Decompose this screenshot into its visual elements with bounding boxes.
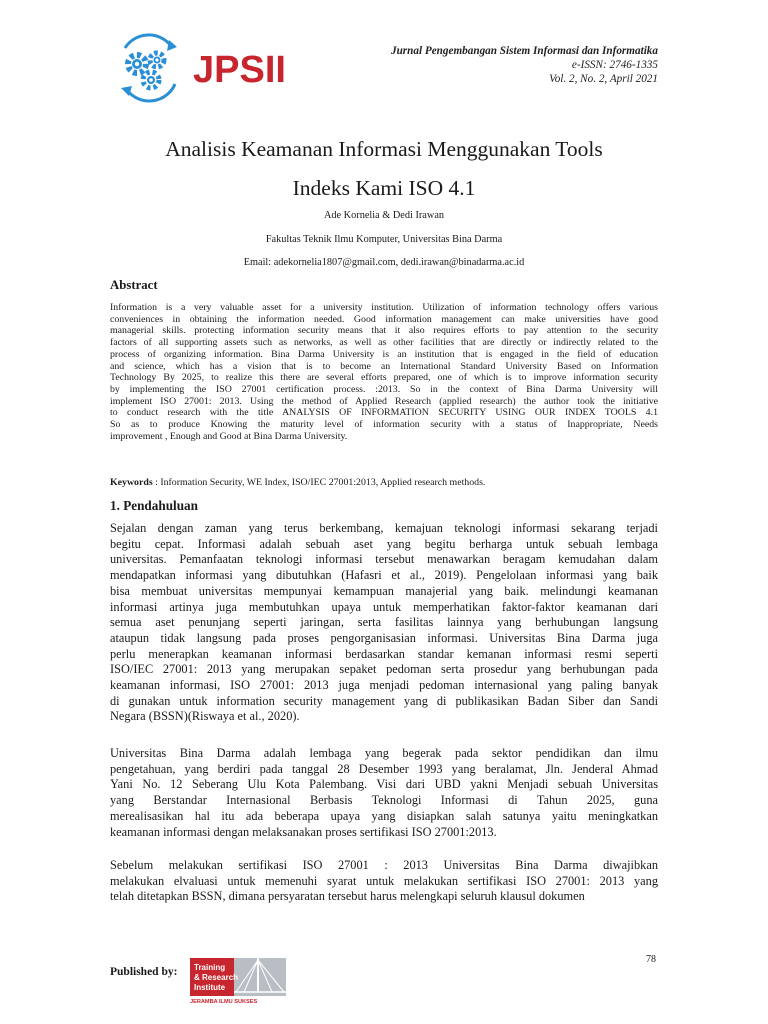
paragraph-line: merealisasikan hal itu ada beberapa upaya yang disiapkan salah satunya yaitu meningkatkan <box>110 808 658 823</box>
paragraph-line: begitu cepat. Informasi adalah sebuah aset yang begitu berharga untuk sebuah lembaga <box>110 536 658 551</box>
abstract-line: to conduct research with the title ANALYSIS OF INFORMATION SECURITY USING OUR INDEX TOOLS 4.1 <box>110 407 658 419</box>
paragraph-line: di gunakan untuk information security management yang di publikasikan Badan Siber dan Sandi <box>110 693 658 708</box>
paragraph-line: keamanan informasi dengan melaksanakan proses sertifikasi ISO 27001:2013. <box>110 824 497 839</box>
journal-info <box>391 44 658 86</box>
abstract-line: implement ISO 27001: 2013. Using the method of Applied Research (applied research) the author took the initiative <box>110 395 658 407</box>
abstract-line: conveniences in obtaining the information needed. Good information management can make universities have good <box>110 313 658 325</box>
paper-title <box>110 130 658 208</box>
paragraph-line: keamanan informasi, ISO 27001: 2013 juga menjadi pedoman internasional yang paling banyak <box>110 678 658 693</box>
paper-title-line-1: Analisis Keamanan Informasi Menggunakan Tools <box>165 137 603 161</box>
abstract-line: managerial skills. protecting information security means that it also requires efforts to pay attention to the security <box>110 325 658 337</box>
paragraph-line: pengetahuan, yang berdiri pada tanggal 28 Desember 1993 yang beralamat, Jln. Jenderal Ahmad <box>110 761 658 776</box>
paragraph-line: Negara (BSSN)(Riswaya et al., 2020). <box>110 709 300 724</box>
paper-affiliation: Fakultas Teknik Ilmu Komputer, Universitas Bina Darma <box>265 234 503 245</box>
publisher-name-3: Institute <box>194 983 226 992</box>
paragraph-line: informasi artinya juga membutuhkan upaya untuk memperhatikan faktor-faktor keamanan dari <box>110 599 658 614</box>
journal-logo <box>113 32 313 107</box>
paragraph-1 <box>110 521 658 725</box>
bridge-icon <box>234 958 286 996</box>
paper-email: Email: adekornelia1807@gmail.com, dedi.irawan@binadarma.ac.id <box>243 257 525 268</box>
paragraph-3 <box>110 858 658 905</box>
logo-wordmark: JPSII <box>193 49 286 91</box>
abstract-line: So as to produce Knowing the maturity level of information security with a status of Inappropriate, Needs <box>110 419 658 431</box>
section-heading: 1. Pendahuluan <box>110 498 198 513</box>
gears-icon <box>121 35 177 101</box>
paragraph-line: yang Berstandar Internasional Berbasis Teknologi Informasi di Tahun 2025, guna <box>110 793 658 808</box>
journal-volume: Vol. 2, No. 2, April 2021 <box>549 73 658 85</box>
paragraph-line: Yani No. 12 Seberang Ulu Kota Palembang. Visi dari UBD yakni Menjadi sebuah Universitas <box>110 777 658 792</box>
publisher-name-1: Training <box>194 963 226 972</box>
paragraph-line: melakukan elvaluasi untuk memenuhi syarat untuk melakukan sertifikasi ISO 27001: 2013 yang <box>110 873 658 888</box>
paragraph-line: ISO/IEC 27001: 2013 yang merupakan sepaket pedoman serta prosedur yang berhubungan pada <box>110 662 658 677</box>
page-number: 78 <box>646 954 656 965</box>
paragraph-line: ataupun tidak langsung pada proses pengorganisasian informasi. Universitas Bina Darma juga <box>110 630 658 645</box>
paragraph-line: perlu menerapkan keamanan informasi berdasarkan standar kemanan informasi resmi seperti <box>110 646 658 661</box>
publisher-name-2: & Research <box>194 973 239 982</box>
paper-authors: Ade Kornelia & Dedi Irawan <box>323 210 445 221</box>
paragraph-line: telah ditetapkan BSSN, dimana persyaratan tersebut harus melengkapi seluruh klausul dokumen <box>110 889 585 904</box>
paragraph-line: universitas. Pemanfaatan teknologi informasi tersebut menawarkan beragam kemudahan dalam <box>110 552 658 567</box>
paragraph-line: bisa membuat universitas mempunyai kemampuan manajerial yang baik. melindungi keamanan <box>110 583 658 598</box>
abstract-body <box>110 302 658 442</box>
paragraph-2 <box>110 746 658 840</box>
publisher-tagline: JERAMBA ILMU SUKSES <box>190 999 258 1004</box>
abstract-heading: Abstract <box>110 278 158 292</box>
paragraph-line: mendapatkan informasi yang dibutuhkan (Hafasri et al., 2019). Pengelolaan informasi yang baik <box>110 568 658 583</box>
abstract-line: improvement , Enough and Good at Bina Darma University. <box>110 430 348 442</box>
paragraph-line: semua aset penunjang seperti jaringan, serta fasilitas lainnya yang berhubungan langsung <box>110 615 658 630</box>
paper-title-line-2: Indeks Kami ISO 4.1 <box>292 176 476 200</box>
journal-issn: e-ISSN: 2746-1335 <box>571 59 658 71</box>
published-by-label: Published by: <box>110 966 178 978</box>
paragraph-line: Sejalan dengan zaman yang terus berkembang, kemajuan teknologi informasi sekarang terjadi <box>110 521 658 535</box>
journal-name: Jurnal Pengembangan Sistem Informasi dan Informatika <box>390 45 658 57</box>
abstract-line: process of organizing information. Bina Darma University is an institution that is engaged in the field of education <box>110 348 658 360</box>
keywords-text: : Information Security, WE Index, ISO/IEC 27001:2013, Applied research methods. <box>152 477 486 488</box>
abstract-line: Information is a very valuable asset for a university institution. Utilization of information technology offers various <box>110 302 658 313</box>
publisher-logo <box>188 952 288 1004</box>
paragraph-line: Sebelum melakukan sertifikasi ISO 27001 : 2013 Universitas Bina Darma diwajibkan <box>110 858 658 872</box>
keywords-label: Keywords <box>110 477 153 488</box>
abstract-line: factors of all supporting assets such as networks, as well as other facilities that are directly or indirectly related to the <box>110 337 658 349</box>
abstract-line: by implementing the ISO 27001 certification process. :2013. So in the context of Bina Darma University will <box>110 383 658 395</box>
abstract-line: Technology By 2025, to realize this there are several efforts prepared, one of which is to improve information security <box>110 372 658 384</box>
keywords <box>110 477 658 488</box>
paragraph-line: Universitas Bina Darma adalah lembaga yang begerak pada sektor pendidikan dan ilmu <box>110 746 658 760</box>
abstract-line: and science, which has a vision that is to become an International Standard University Based on Information <box>110 360 658 372</box>
